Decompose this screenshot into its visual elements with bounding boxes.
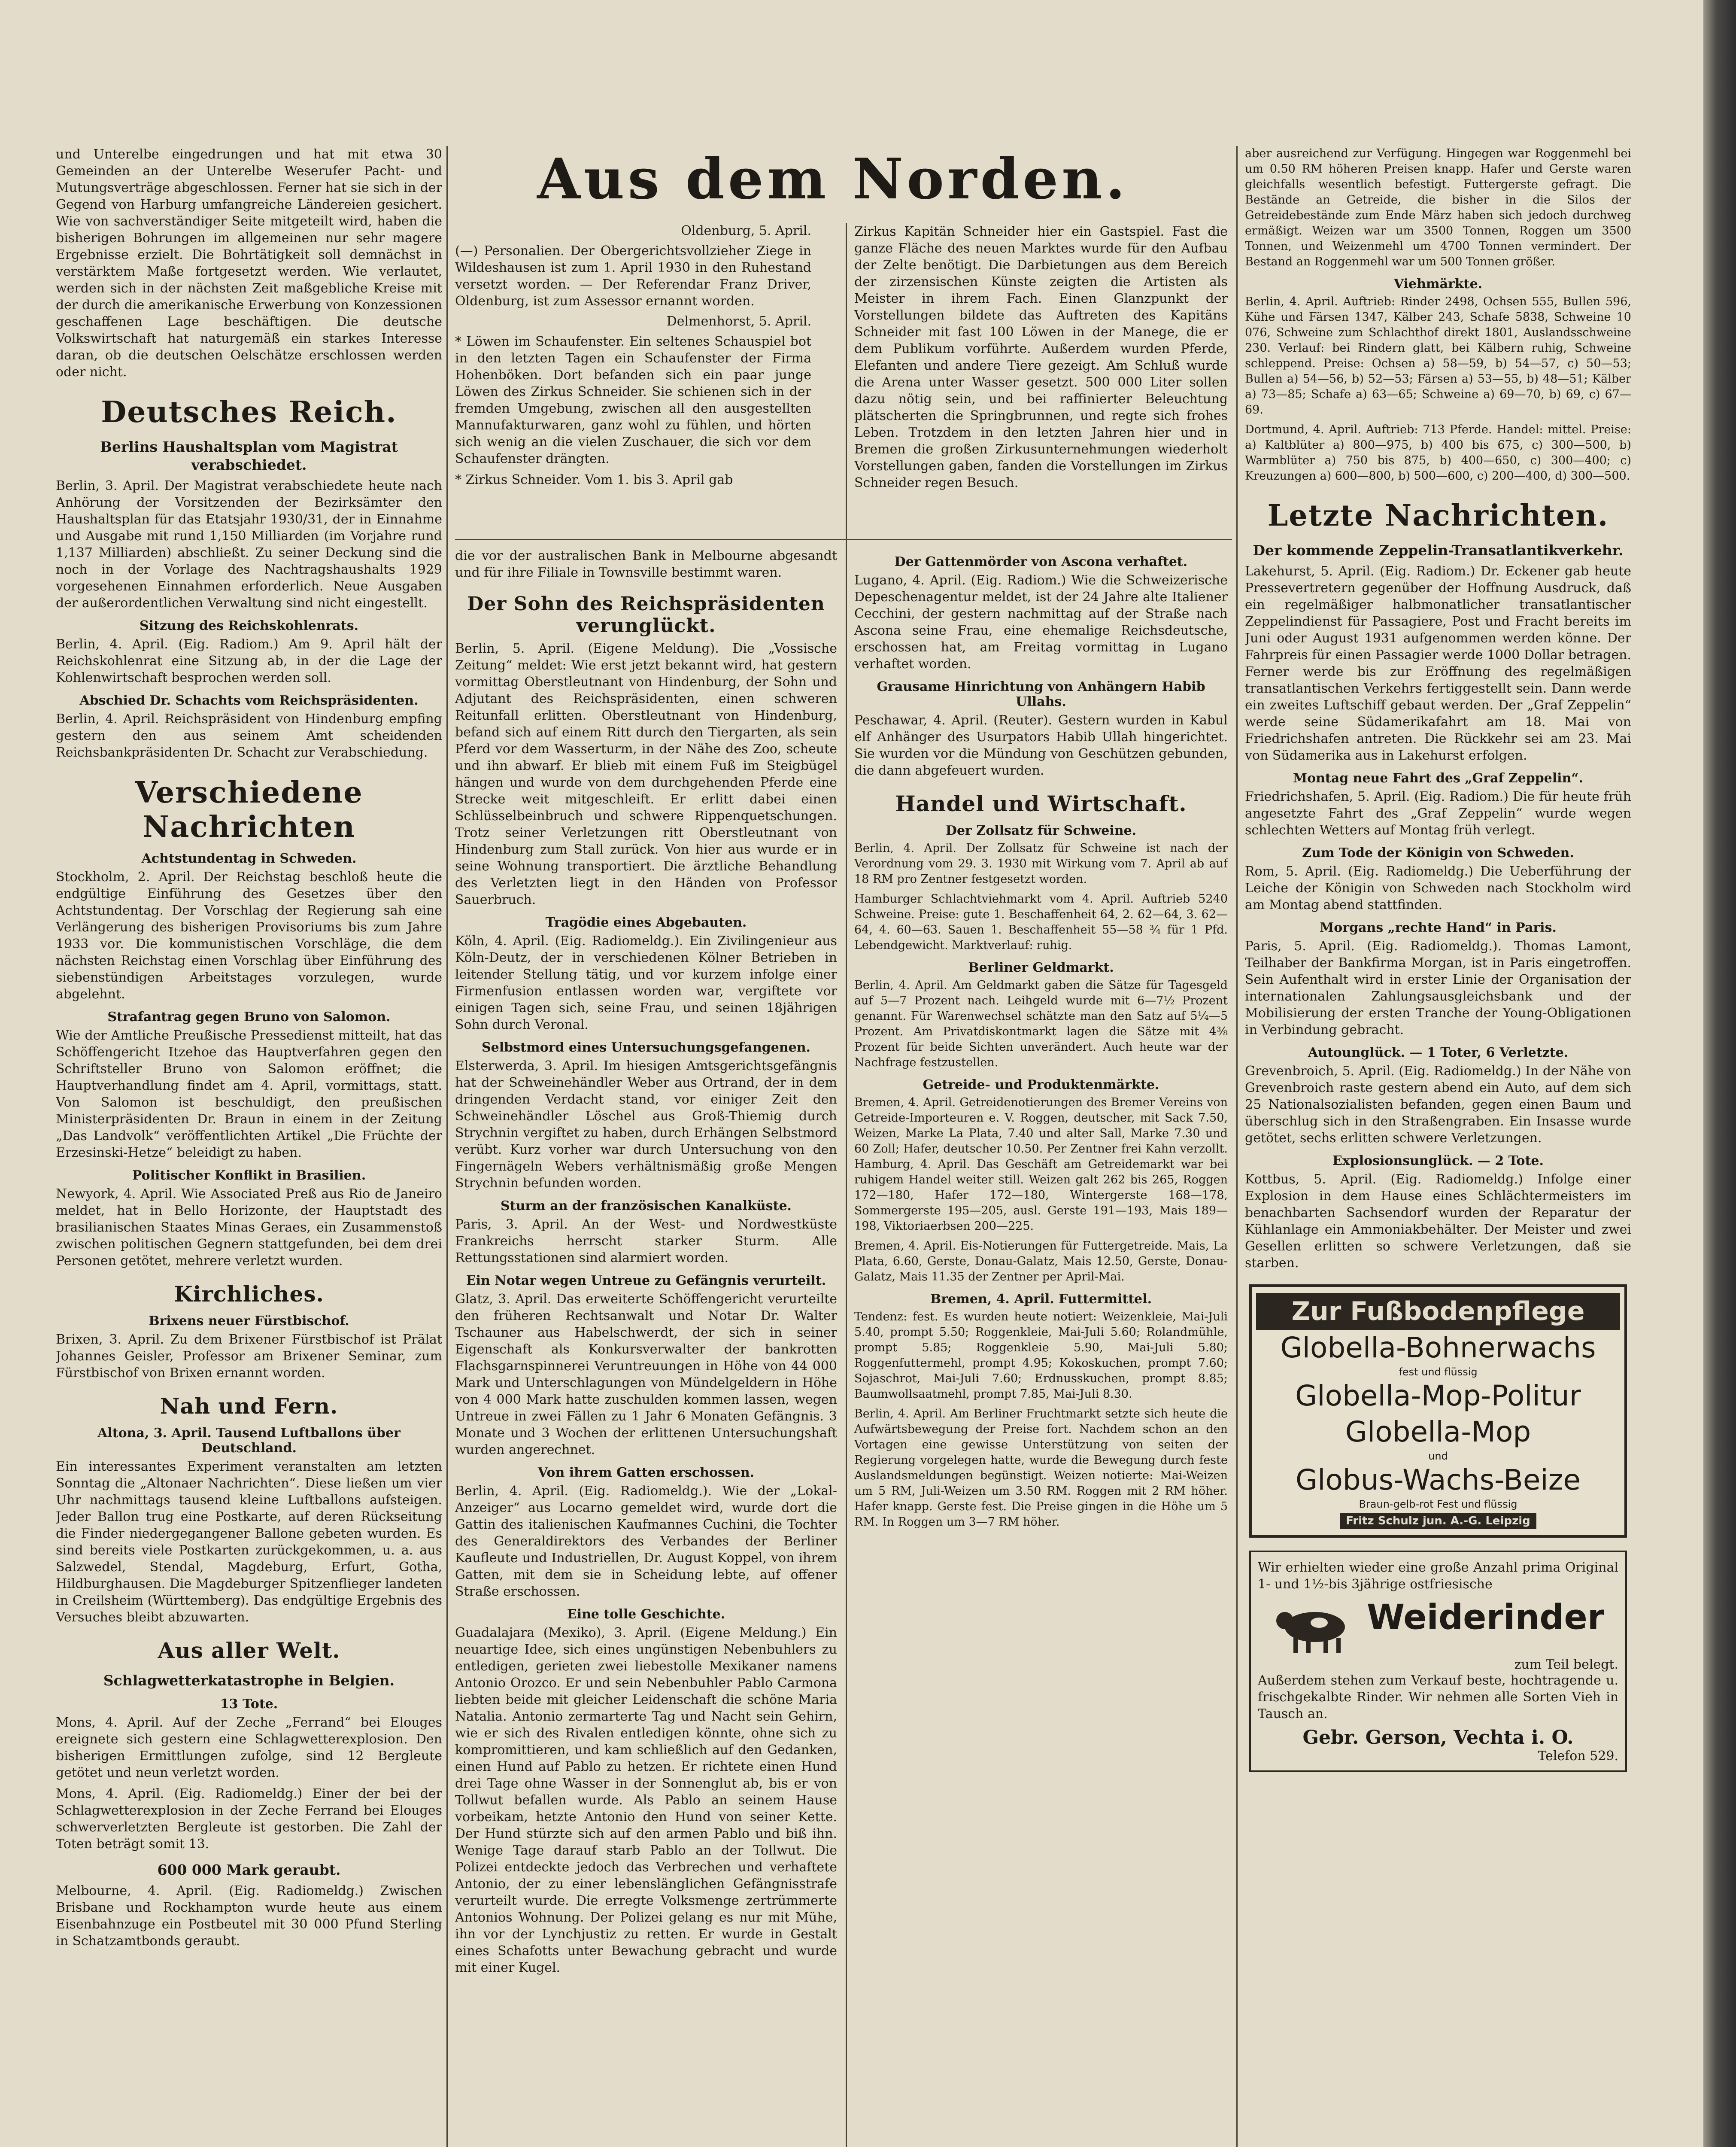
article-text: Wie der Amtliche Preußische Pressedienst mitteilt, hat das Schöffengericht Itzehoe das Hauptverfahren gegen den Schriftsteller Bruno von Salomon eröffnet; die Hauptverhandlung findet am 4. April, vormittags, statt. Von Salomon ist beschuldigt, den preußischen Ministerpräsidenten Dr. Braun in einem in der Zeitung „Das Landvolk“ veröffentlichten Artikel „Die Früchte der Erzesinski-Hetze“ beleidigt zu haben. (56, 1028, 442, 1160)
article-text: Ein interessantes Experiment veranstalten am letzten Sonntag die „Altonaer Nachrichten“. Diese ließen um vier Uhr nachmittags tausend kleine Luftballons aufsteigen. Jeder Ballon trug eine Postkarte, auf deren Rückseitung die Finder niedergegangener Ballone gebeten wurden. Es sind bereits viele Postkarten zurückgekommen, u. a. aus Salzwedel, Stendal, Magdeburg, Erfurt, Gotha, Hildburghausen. Die Magdeburger Spitzenflieger landeten in Creilsheim (Württemberg). Das endgültige Ergebnis des Versuches bleibt abzuwarten. (56, 1459, 442, 1625)
article-headline: Der kommende Zeppelin-Transatlantikverkehr. (1253, 542, 1624, 559)
ad-product-note: fest und flüssig (1399, 1366, 1478, 1378)
article-headline: Selbstmord eines Untersuchungsgefangenen. (482, 1040, 810, 1055)
article-text: * Zirkus Schneider. Vom 1. bis 3. April gab (455, 472, 733, 487)
column-rule (846, 223, 847, 2147)
page-edge (1703, 0, 1736, 2147)
article-text: Paris, 3. April. An der West- und Nordwestküste Frankreichs herrscht starker Sturm. Alle Rettungsstationen sind alarmiert worden. (455, 1217, 837, 1265)
column-1 (56, 146, 442, 2147)
ad-firm: Fritz Schulz jun. A.-G. Leipzig (1340, 1513, 1536, 1529)
ad-firm: Gebr. Gerson, Vechta i. O. (1302, 1727, 1574, 1749)
ad-text: Außerdem stehen zum Verkauf beste, hochtragende u. frischgekalbte Rinder. Wir nehmen alle Sorten Vieh in Tausch an. (1258, 1673, 1618, 1721)
article-text: Lugano, 4. April. (Eig. Radiom.) Wie die Schweizerische Depeschenagentur meldet, ist der 24 Jahre alte Italiener Cecchini, der gestern nachmittag auf der Straße nach Ascona seine Frau, eine ehemalige Reichsdeutsche, erschossen hat, am Freitag vormittag in Lugano verhaftet worden. (854, 573, 1228, 672)
article-headline: Der Gattenmörder von Ascona verhaftet. (894, 554, 1188, 569)
article-headline: Eine tolle Geschichte. (567, 1607, 725, 1622)
article-text: Rom, 5. April. (Eig. Radiomeldg.) Die Ueberführung der Leiche der Königin von Schweden nach Stockholm wird am Montag abend stattfinden. (1245, 864, 1631, 912)
ad-subline: zum Teil belegt. (1514, 1657, 1618, 1672)
article-text: Bremen, 4. April. Eis-Notierungen für Futtergetreide. Mais, La Plata, 6.60, Gerste, Donau-Galatz, Mais 12.50, Gerste, Donau-Galatz, Mais 11.35 der Zentner per April-Mai. (854, 1239, 1228, 1283)
section-heading-letzte: Letzte Nachrichten. (1267, 499, 1609, 533)
article-headline: Schlagwetterkatastrophe in Belgien. (103, 1672, 395, 1689)
section-heading-verschiedene: Verschiedene Nachrichten (135, 775, 363, 844)
column-2 (455, 547, 837, 2147)
ad-product-line: Globella-Mop-Politur (1295, 1379, 1581, 1412)
dateline: Oldenburg, 5. April. (681, 223, 811, 238)
article-headline: Montag neue Fahrt des „Graf Zeppelin“. (1293, 771, 1584, 786)
column-3 (854, 547, 1228, 2147)
article-text: Berlin, 4. April. Reichspräsident von Hindenburg empfing gestern den aus seinem Amt scheidenden Reichsbankpräsidenten Dr. Schacht zur Verabschiedung. (56, 712, 442, 760)
ad-product-note: Braun-gelb-rot Fest und flüssig (1359, 1498, 1517, 1510)
ad-intro: Wir erhielten wieder eine große Anzahl prima Original 1- und 1½-bis 3jährige ostfriesische (1258, 1560, 1618, 1592)
article-text: Kottbus, 5. April. (Eig. Radiomeldg.) Infolge einer Explosion in dem Hause eines Schlächtermeisters im benachbarten Sachsendorf wurden der Reparatur der Kühlanlage ein Ammoniakbehälter. Der Meister und zwei Gesellen erlitten so schwere Verletzungen, daß sie starben. (1245, 1172, 1631, 1271)
article-headline: Sturm an der französischen Kanalküste. (501, 1198, 792, 1213)
article-text: Mons, 4. April. (Eig. Radiomeldg.) Einer der bei der Schlagwetterexplosion in der Zeche Ferrand bei Elouges schwerverletzten Bergleute ist gestorben. Die Zahl der Toten beträgt somit 13. (56, 1786, 442, 1852)
ad-product-line: Globella-Bohnerwachs (1280, 1331, 1596, 1364)
article-text: Berlin, 4. April. Am Berliner Fruchtmarkt setzte sich heute die Aufwärtsbewegung der Preise fort. Nachdem schon an den Vortagen eine gewisse Unterstützung von seiten der Regierung vorgelegen hatte, wurde die Bewegung durch feste Auslandsmeldungen begünstigt. Weizen notierte: Mai-Weizen um 5 RM, Juli-Weizen um 3.50 RM. Roggen mit 2 RM höher. Hafer knapp. Gerste fest. Die Preise gingen in die Höhe um 5 RM. In Roggen um 3—7 RM höher. (854, 1407, 1228, 1529)
section-heading-kirchliches: Kirchliches. (174, 1281, 324, 1307)
article-text: Friedrichshafen, 5. April. (Eig. Radiom.) Die für heute früh angesetzte Fahrt des „Graf Zeppelin“ wurde wegen schlechten Wetters auf Montag früh verlegt. (1245, 789, 1631, 838)
section-heading-welt: Aus aller Welt. (158, 1638, 340, 1663)
article-headline: Der Sohn des Reichspräsidenten verunglückt. (467, 593, 825, 637)
section-masthead: Aus dem Norden. (537, 146, 1129, 212)
section-heading-nah-fern: Nah und Fern. (160, 1393, 338, 1419)
article-text: Berlin, 4. April. Am Geldmarkt gaben die Sätze für Tagesgeld auf 5—7 Prozent nach. Leihgeld wurde mit 6—7½ Prozent genannt. Für Warenwechsel schätzte man den Satz auf 5¼—5 Prozent. Am Privatdiskontmarkt lagen die Sätze mit 4⅜ Prozent für beide Sichten unverändert. Auch heute war der Nachfrage festzustellen. (854, 979, 1228, 1069)
article-text: Paris, 5. April. (Eig. Radiomeldg.). Thomas Lamont, Teilhaber der Bankfirma Morgan, ist in Paris eingetroffen. Sein Aufenthalt wird in erster Linie der Organisation der internationalen Zahlungsausgleichsbank und der Mobilisierung der ersten Tranche der Young-Obligationen in Verbindung gebracht. (1245, 939, 1631, 1037)
article-text: Brixen, 3. April. Zu dem Brixener Fürstbischof ist Prälat Johannes Geisler, Professor am Brixener Seminar, zum Fürstbischof von Brixen ernannt worden. (56, 1332, 442, 1381)
section-heading-reich: Deutsches Reich. (101, 395, 397, 429)
article-headline: Strafantrag gegen Bruno von Salomon. (107, 1010, 391, 1025)
article-headline: Morgans „rechte Hand“ in Paris. (1320, 920, 1557, 935)
article-text: Newyork, 4. April. Wie Associated Preß aus Rio de Janeiro meldet, hat in Bello Horizonte, der Hauptstadt des brasilianischen Staates Minas Geraes, ein Zusammenstoß zwischen politischen Gegnern stattgefunden, bei dem drei Personen getötet, mehrere verletzt wurden. (56, 1186, 442, 1268)
column-rule (1236, 146, 1238, 2147)
article-text: Dortmund, 4. April. Auftrieb: 713 Pferde. Handel: mittel. Preise: a) Kaltblüter a) 800—975, b) 400 bis 675, c) 300—500, b) Warmblüter a) 750 bis 875, b) 400—650, c) 300—400; c) Kreuzungen a) 600—800, b) 500—600, c) 200—400, d) 300—500. (1245, 423, 1631, 483)
article-headline: Achtstundentag in Schweden. (141, 851, 357, 866)
article-text: Stockholm, 2. April. Der Reichstag beschloß heute die endgültige Einführung des Gesetzes über den Achtstundentag. Der Vorschlag der Regierung sah eine Verlängerung des bisherigen Provisoriums bis zum Jahre 1933 vor. Die kommunistischen Vorschläge, die dem nächsten Reichstag einen Vorschlag über Einführung des siebenstündigen Arbeitstages vorzulegen, wurde abgelehnt. (56, 870, 442, 1002)
article-text: Glatz, 3. April. Das erweiterte Schöffengericht verurteilte den früheren Rechtsanwalt und Notar Dr. Walter Tschauner aus Habelschwerdt, der sich in seiner Eigenschaft als Konkursverwalter der bankrotten Flachsgarnspinnerei Veruntreuungen in Höhe von 44 000 Mark und Unterschlagungen von Mündelgeldern in Höhe von 4 000 Mark hatte zuschulden kommen lassen, wegen Untreue in zwei Fällen zu 1 Jahr 6 Monaten Gefängnis. 3 Monate und 3 Wochen der erlittenen Untersuchungshaft wurden angerechnet. (455, 1292, 837, 1457)
horizontal-rule (455, 539, 1232, 540)
article-headline: Bremen, 4. April. Futtermittel. (930, 1292, 1152, 1307)
article-headline: Getreide- und Produktenmärkte. (923, 1077, 1159, 1092)
article-headline: Tragödie eines Abgebauten. (545, 915, 747, 930)
article-text: Berlin, 4. April. Der Zollsatz für Schweine ist nach der Verordnung vom 29. 3. 1930 mit Wirkung vom 7. April ab auf 18 RM pro Zentner festgesetzt worden. (854, 842, 1228, 886)
advertisement-globella (1249, 1284, 1627, 1538)
article-text: Zirkus Kapitän Schneider hier ein Gastspiel. Fast die ganze Fläche des neuen Marktes wurde für den Aufbau der Zelte benötigt. Die Darbietungen aus dem Bereich der zirzensischen Künste zeigten die Artisten als Meister in ihrem Fach. Einen Glanzpunkt der Vorstellungen bildete das Auftreten des Kapitäns Schneider mit fast 100 Löwen in der Manege, die er dem Publikum vorführte. Außerdem wurden Pferde, Elefanten und andere Tiere gezeigt. Am Schluß wurde die Arena unter Wasser gesetzt. 500 000 Liter sollen dazu nötig sein, und bei raffinierter Beleuchtung plätscherten die Springbrunnen, und regte sich frohes Leben. Trotzdem in den letzten Jahren hier und in Bremen die großen Zirkusunternehmungen wiederholt Vorstellungen gaben, fanden die Vorstellungen im Zirkus Schneider regen Besuch. (854, 224, 1228, 490)
article-text: die vor der australischen Bank in Melbourne abgesandt und für ihre Filiale in Townsville bestimmt waren. (455, 548, 837, 580)
article-text: Berlin, 4. April. (Eig. Radiomeldg.). Wie der „Lokal-Anzeiger“ aus Locarno gemeldet wird, wurde dort die Gattin des italienischen Kaufmannes Cuchini, die Tochter des Generaldirektors des Verbandes der Berliner Kaufleute und Industriellen, Dr. August Koppel, von ihrem Gatten, mit dem sie in Scheidung lebte, auf offener Straße erschossen. (455, 1484, 837, 1599)
article-text: Hamburger Schlachtviehmarkt vom 4. April. Auftrieb 5240 Schweine. Preise: gute 1. Beschaffenheit 64, 2. 62—64, 3. 62—64, 4. 60—63. Sauen 1. Beschaffenheit 55—58 ¾ für 1 Pfd. Lebendgewicht. Marktverlauf: ruhig. (854, 892, 1228, 952)
dateline: Delmenhorst, 5. April. (666, 314, 811, 329)
ad-product-note: und (1428, 1450, 1448, 1462)
ad-product-line: Globus-Wachs-Beize (1295, 1463, 1581, 1496)
ad-title: Zur Fußbodenpflege (1256, 1293, 1620, 1330)
article-text: (—) Personalien. Der Obergerichtsvollzieher Ziege in Wildeshausen ist zum 1. April 1930 in den Ruhestand versetzt worden. — Der Referendar Franz Driver, Oldenburg, ist zum Assessor ernannt worden. (455, 243, 811, 309)
ad-headline: Weiderinder (1366, 1597, 1605, 1637)
article-headline: Viehmärkte. (1393, 277, 1483, 292)
article-text: Grevenbroich, 5. April. (Eig. Radiomeldg.) In der Nähe von Grevenbroich raste gestern abend ein Auto, auf dem sich 25 Nationalsozialisten befanden, gegen einen Baum und überschlug sich in den Straßengraben. Ein Insasse wurde getötet, sechs erlitten schwere Verletzungen. (1245, 1064, 1631, 1146)
article-headline: Berliner Geldmarkt. (968, 960, 1114, 975)
article-subheadline: 13 Tote. (220, 1697, 278, 1712)
article-headline: Von ihrem Gatten erschossen. (537, 1465, 755, 1480)
article-text: Bremen, 4. April. Getreidenotierungen des Bremer Vereins von Getreide-Importeuren e. V. Roggen, deutscher, mit Sack 7.50, Weizen, Marke La Plata, 7.40 und alter Sall, Marke 7.30 und 60 Zoll; Hafer, deutscher 10.50. Per Zentner frei Kahn verzollt. Hamburg, 4. April. Das Geschäft am Getreidemarkt war bei ruhigem Handel weiter still. Weizen galt 262 bis 265, Roggen 172—180, Hafer 172—180, Wintergerste 168—178, Sommergerste 195—205, ausl. Gerste 191—193, Mais 189—198, Viktoriaerbsen 200—225. (854, 1096, 1228, 1233)
article-headline: 600 000 Mark geraubt. (157, 1861, 341, 1878)
column-3-top (854, 223, 1228, 496)
article-text: Guadalajara (Mexiko), 3. April. (Eigene Meldung.) Ein neuartige Idee, sich eines ungünstigen Nebenbuhlers zu entledigen, gerieten zwei liebestolle Mexikaner namens Antonio Orozco. Er und sein Nebenbuhler Pablo Carmona liebten beide mit gleicher Leidenschaft die schöne Maria Natalia. Antonio zermarterte Tag und Nacht sein Gehirn, wie er sich des Rivalen entledigen könnte, ohne sich zu kompromittieren, und kam schließlich auf den Gedanken, einen Hund auf Pablo zu hetzen. Er richtete einen Hund drei Tage ohne Wasser in der Sonnenglut ab, bis er von Tollwut befallen wurde. Als Pablo an seinem Hause vorbeikam, hetzte Antonio den Hund von seiner Kette. Der Hund stürzte sich auf den armen Pablo und biß ihn. Wenige Tage darauf starb Pablo an der Tollwut. Die Polizei entdeckte jedoch das Verbrechen und verhaftete Antonio, der zu einer lebenslänglichen Gefängnisstrafe verurteilt wurde. Die erregte Volksmenge zertrümmerte Antonios Wohnung. Der Polizei gelang es nur mit Mühe, ihn vor der Lynchjustiz zu retten. Er wurde in Gestalt eines Schafotts unter Bewachung gebracht und wurde mit einer Kugel. (455, 1625, 837, 1975)
ad-phone: Telefon 529. (1538, 1749, 1618, 1764)
article-headline: Politischer Konflikt in Brasilien. (132, 1168, 366, 1183)
article-text: Tendenz: fest. Es wurden heute notiert: Weizenkleie, Mai-Juli 5.40, prompt 5.50; Roggenkleie, Mai-Juli 5.60; Rolandmühle, prompt 5.85; Roggenkleie 5.90, Mai-Juli 5.80; Roggenfuttermehl, prompt 4.95; Kokoskuchen, prompt 7.60; Sojaschrot, Mai-Juli 7.60; Erdnusskuchen, prompt 8.85; Baumwollsaatmehl, prompt 7.85, Mai-Juli 8.30. (854, 1310, 1228, 1401)
article-text: Berlin, 4. April. (Eig. Radiom.) Am 9. April hält der Reichskohlenrat eine Sitzung ab, in der die Lage der Kohlenwirtschaft besprochen werden soll. (56, 637, 442, 685)
article-text: Berlin, 3. April. Der Magistrat verabschiedete heute nach Anhörung der Vorsitzenden der Bezirksämter den Haushaltsplan für das Etatsjahr 1930/31, der in Einnahme und Ausgabe mit rund 1,150 Milliarden (im Vorjahre rund 1,137 Milliarden) abschließt. Zu seiner Deckung sind die noch in der Vorlage des Nachtragshaushalts 1929 vorgesehenen Einnahmen erforderlich. Neue Ausgaben der außerordentlichen Verwaltung sind nicht eingestellt. (56, 478, 442, 611)
article-text: Berlin, 4. April. Auftrieb: Rinder 2498, Ochsen 555, Bullen 596, Kühe und Färsen 1347, Kälber 243, Schafe 5838, Schweine 10 076, Schweine zum Schlachthof direkt 1801, Auslandsschweine 230. Verlauf: bei Rindern glatt, bei Kälbern ruhig, Schweine schleppend. Preise: Ochsen a) 58—59, b) 54—57, c) 50—53; Bullen a) 54—56, b) 52—53; Färsen a) 53—55, b) 48—51; Kälber a) 73—85; Schafe a) 63—65; Schweine a) 69—70, b) 69, c) 67—69. (1245, 295, 1631, 417)
article-headline: Der Zollsatz für Schweine. (945, 823, 1137, 838)
article-headline: Berlins Haushaltsplan vom Magistrat verabschiedet. (100, 438, 398, 473)
cow-icon (1272, 1597, 1358, 1657)
article-text: aber ausreichend zur Verfügung. Hingegen war Roggenmehl bei um 0.50 RM höheren Preisen knapp. Hafer und Gerste waren gleichfalls wesentlich befestigt. Futtergerste gefragt. Die Bestände an Getreide, die bisher in die Silos der Getreidebestände zum Ende März haben sich jedoch durchweg ermäßigt. Weizen war um 3500 Tonnen, Roggen um 3500 Tonnen, und Weizenmehl um 4700 Tonnen vermindert. Der Bestand an Roggenmehl war um 500 Tonnen größer. (1245, 147, 1631, 268)
article-headline: Autounglück. — 1 Toter, 6 Verletzte. (1308, 1045, 1569, 1060)
article-text: Elsterwerda, 3. April. Im hiesigen Amtsgerichtsgefängnis hat der Schweinehändler Weber aus Ortrand, der in dem dringenden Verdacht stand, vor einiger Zeit den Schweinehändler Löschel aus Groß-Thiemig durch Strychnin vergiftet zu haben, durch Erhängen Selbstmord verübt. Kurz vorher war durch Untersuchung von den Fingernägeln Webers verhältnismäßig große Mengen Strychnin befunden worden. (455, 1058, 837, 1191)
article-text: Berlin, 5. April. (Eigene Meldung). Die „Vossische Zeitung“ meldet: Wie erst jetzt bekannt wird, hat gestern vormittag Oberstleutnant von Hindenburg, der Sohn und Adjutant des Reichspräsidenten, einen schweren Reitunfall erlitten. Oberstleutnant von Hindenburg, befand sich auf einem Ritt durch den Tiergarten, als sein Pferd vor dem Wasserturm, in der Nähe des Zoo, scheute und ihn abwarf. Er blieb mit einem Fuß im Steigbügel hängen und wurde von dem durchgehenden Pferde eine Strecke weit mitgeschleift. Er erlitt dabei einen Schlüsselbeinbruch und schwere Rippenquetschungen. Trotz seiner Verletzungen ritt Oberstleutnant von Hindenburg zum Stall zurück. Von hier aus wurde er in seine Wohnung transportiert. Die ärztliche Behandlung des Verletzten liegt in den Händen von Professor Sauerbruch. (455, 641, 837, 907)
section-heading-handel: Handel und Wirtschaft. (895, 791, 1187, 816)
ad-product-line: Globella-Mop (1345, 1415, 1531, 1448)
article-headline: Brixens neuer Fürstbischof. (149, 1314, 349, 1329)
article-text: Köln, 4. April. (Eig. Radiomeldg.). Ein Zivilingenieur aus Köln-Deutz, der in verschiedenen Kölner Betrieben in leitender Stellung tätig, und vor kurzem infolge einer Firmenfusion entlassen worden war, vergiftete vor einigen Tagen sich, seine Frau, und seinen 18jährigen Sohn durch Veronal. (455, 934, 837, 1032)
article-headline: Explosionsunglück. — 2 Tote. (1332, 1153, 1544, 1168)
article-headline: Zum Tode der Königin von Schweden. (1302, 845, 1574, 861)
article-headline: Altona, 3. April. Tausend Luftballons über Deutschland. (97, 1426, 401, 1456)
advertisement-weiderinder (1249, 1551, 1627, 1772)
article-headline: Ein Notar wegen Untreue zu Gefängnis verurteilt. (466, 1273, 826, 1288)
article-text: Lakehurst, 5. April. (Eig. Radiom.) Dr. Eckener gab heute Pressevertretern gegenüber der Hoffnung Ausdruck, daß ein regelmäßiger halbmonatlicher transatlantischer Zeppelindienst für Passagiere, Post und Fracht bereits im Juni oder August 1931 aufgenommen werden könne. Der Fahrpreis für einen Passagier werde 1000 Dollar betragen. Ferner werde bis zur Eröffnung des regelmäßigen transatlantischen Verkehrs fertiggestellt sein. Dann werde ein zweites Luftschiff gebaut werden. Der „Graf Zeppelin“ werde seine Südamerikafahrt am 18. Mai von Friedrichshafen antreten. Die Rückkehr sei am 23. Mai von Südamerika aus in Lakehurst erfolgen. (1245, 564, 1631, 763)
article-text: und Unterelbe eingedrungen und hat mit etwa 30 Gemeinden an der Unterelbe Weserufer Pacht- und Mutungsverträge abgeschlossen. Ferner hat sie sich in der Gegend von Harburg umfangreiche Ländereien gesichert. Wie von sachverständiger Seite mitgeteilt wird, haben die bisherigen Bohrungen im allgemeinen nur sehr magere Ergebnisse erzielt. Die Bohrtätigkeit soll demnächst in verstärktem Maße fortgesetzt werden. Wie verlautet, werden sich in der nächsten Zeit maßgebliche Kreise mit der durch die amerikanische Erwerbung von Konzessionen geschaffenen Lage beschäftigen. Die deutsche Volkswirtschaft hat naturgemäß ein starkes Interesse daran, ob die deutschen Oelschätze erschlossen werden oder nicht. (56, 147, 442, 380)
column-4 (1245, 146, 1631, 2147)
article-text: Melbourne, 4. April. (Eig. Radiomeldg.) Zwischen Brisbane und Rockhampton wurde heute aus einem Eisenbahnzuge ein Postbeutel mit 30 000 Pfund Sterling in Schatzamtbonds geraubt. (56, 1883, 442, 1949)
column-rule (446, 146, 448, 2147)
article-headline: Sitzung des Reichskohlenrats. (139, 618, 359, 633)
article-text: Peschawar, 4. April. (Reuter). Gestern wurden in Kabul elf Anhänger des Usurpators Habib Ullah hingerichtet. Sie wurden vor die Mündung von Geschützen gebunden, die dann abgefeuert wurden. (854, 713, 1228, 778)
column-2-top (455, 223, 811, 493)
article-text: * Löwen im Schaufenster. Ein seltenes Schauspiel bot in den letzten Tagen ein Schaufenster der Firma Hohenböken. Dort befanden sich ein paar junge Löwen des Zirkus Schneider. Sie schienen sich in der fremden Umgebung, zwischen all den ausgestellten Mannufakturwaren, ganz wohl zu fühlen, und hörten sich wenig an die vielen Zuschauer, die sich vor dem Schaufenster drängten. (455, 334, 811, 466)
article-text: Mons, 4. April. Auf der Zeche „Ferrand“ bei Elouges ereignete sich gestern eine Schlagwetterexplosion. Den bisherigen Ermittlungen zufolge, sind 12 Bergleute getötet und neun verletzt worden. (56, 1715, 442, 1780)
article-headline: Grausame Hinrichtung von Anhängern Habib Ullahs. (877, 679, 1205, 709)
article-headline: Abschied Dr. Schachts vom Reichspräsidenten. (79, 693, 419, 708)
